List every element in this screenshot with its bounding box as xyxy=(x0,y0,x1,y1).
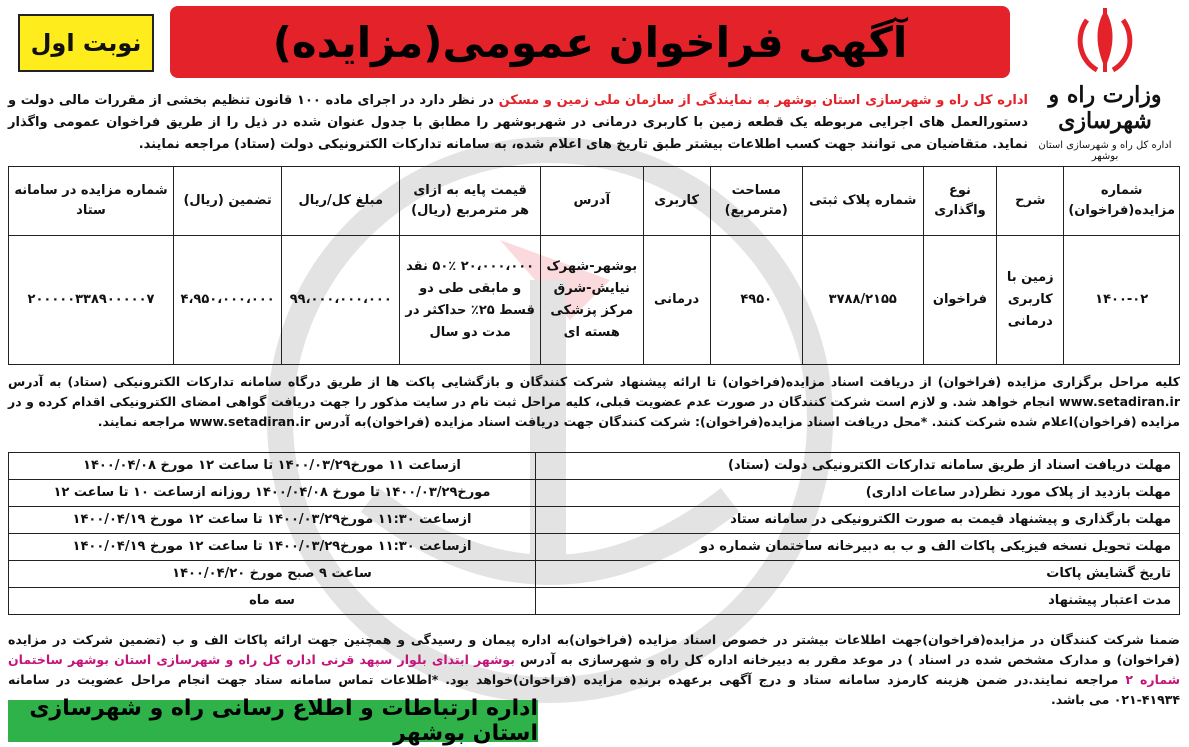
header-auction-no: شماره مزایده(فراخوان) xyxy=(1064,167,1180,236)
cell-plate-no: ۳۷۸۸/۲۱۵۵ xyxy=(802,236,923,365)
contact-text-1: ضمنا شرکت کنندگان در مزایده(فراخوان)جهت اطلاعات بیشتر در خصوص اسناد مزایده (فراخوان)به اداره پیمان و رسیدگی و همچنین جهت ارائه پاکات الف و ب (تضمین شرکت در مزایده (فراخوان) و مدارک مشخص شده در اسناد ) در موعد مقرر به دبیرخانه اداره کل راه و شهرسازی به آدرس xyxy=(8,632,1180,667)
schedule-label: مهلت بازدید از پلاک مورد نظر(در ساعات اداری) xyxy=(535,480,1179,507)
cell-base-price: ۲۰،۰۰۰،۰۰۰ ۵۰٪ نقد و مابقی طی دو قسط ۲۵٪ حداکثر در مدت دو سال xyxy=(400,236,541,365)
header-base-price: قیمت پایه به ازای هر مترمربع (ریال) xyxy=(400,167,541,236)
schedule-label: مهلت بارگذاری و پیشنهاد قیمت به صورت الکترونیکی در سامانه ستاد xyxy=(535,507,1179,534)
ministry-name: وزارت راه و شهرسازی xyxy=(1048,82,1162,134)
table-row xyxy=(9,507,1180,534)
schedule-value: مورخ۱۴۰۰/۰۳/۲۹ تا مورخ ۱۴۰۰/۰۴/۰۸ روزانه ازساعت ۱۰ تا ساعت ۱۲ xyxy=(9,480,536,507)
header-guarantee: تضمین (ریال) xyxy=(173,167,281,236)
schedule-value: ازساعت ۱۱ مورخ۱۴۰۰/۰۳/۲۹ تا ساعت ۱۲ مورخ ۱۴۰۰/۰۴/۰۸ xyxy=(9,453,536,480)
schedule-value: ازساعت ۱۱:۳۰ مورخ۱۴۰۰/۰۳/۲۹ تا ساعت ۱۲ مورخ ۱۴۰۰/۰۴/۱۹ xyxy=(9,534,536,561)
header-usage: کاربری xyxy=(643,167,710,236)
contact-text-2: مراجعه نمایند.در ضمن هزینه کارمزد سامانه ستاد و درج آگهی برعهده برنده مزایده (فراخوان)خواهد بود. *اطلاعات تماس سامانه ستاد جهت انجام مراحل عضویت در سامانه ۴۱۹۳۴-۰۲۱ می باشد. xyxy=(8,672,1180,707)
cell-total-amount: ۹۹،۰۰۰،۰۰۰،۰۰۰ xyxy=(282,236,400,365)
schedule-value: ازساعت ۱۱:۳۰ مورخ۱۴۰۰/۰۳/۲۹ تا ساعت ۱۲ مورخ ۱۴۰۰/۰۴/۱۹ xyxy=(9,507,536,534)
iran-emblem-icon xyxy=(1065,6,1145,76)
table-row xyxy=(9,453,1180,480)
header-plate-no: شماره پلاک ثبتی xyxy=(802,167,923,236)
contact-address: بوشهر ابتدای بلوار سپهد قرنی اداره کل راه و شهرسازی استان بوشهر ساختمان شماره ۲ xyxy=(8,652,1180,687)
round-badge: نوبت اول xyxy=(18,14,154,72)
auction-table xyxy=(8,166,1180,365)
cell-setad-no: ۲۰۰۰۰۰۳۳۸۹۰۰۰۰۰۷ xyxy=(9,236,174,365)
sub-org-name: اداره کل راه و شهرسازی استان بوشهر xyxy=(1038,140,1172,162)
cell-description: زمین با کاربری درمانی xyxy=(997,236,1064,365)
header-setad-no: شماره مزایده در سامانه ستاد xyxy=(9,167,174,236)
cell-usage: درمانی xyxy=(643,236,710,365)
schedule-label: مدت اعتبار پیشنهاد xyxy=(535,588,1179,615)
page-title: آگهی فراخوان عمومی(مزایده) xyxy=(272,17,908,67)
schedule-label: مهلت تحویل نسخه فیزیکی پاکات الف و ب به دبیرخانه ساختمان شماره دو xyxy=(535,534,1179,561)
header-transfer-type: نوع واگذاری xyxy=(923,167,997,236)
cell-auction-no: ۱۴۰۰-۰۲ xyxy=(1064,236,1180,365)
cell-address: بوشهر-شهرک نیایش-شرق مرکز پزشکی هسته ای xyxy=(541,236,644,365)
header-description: شرح xyxy=(997,167,1064,236)
cell-area: ۴۹۵۰ xyxy=(710,236,802,365)
table-row xyxy=(9,534,1180,561)
header-area: مساحت (مترمربع) xyxy=(710,167,802,236)
intro-text-2: متقاضیان می توانند جهت کسب اطلاعات بیشتر طبق تاریخ های اعلام شده، به سامانه تدارکات الکترونیکی دولت (ستاد) مراجعه نمایند. xyxy=(138,137,988,152)
schedule-value: سه ماه xyxy=(9,588,536,615)
table-header-row xyxy=(9,167,1180,236)
schedule-label: تاریخ گشایش پاکات xyxy=(535,561,1179,588)
schedule-label: مهلت دریافت اسناد از طریق سامانه تدارکات الکترونیکی دولت (ستاد) xyxy=(535,453,1179,480)
ministry-logo xyxy=(1030,6,1180,162)
footer-banner: اداره ارتباطات و اطلاع رسانی راه و شهرسازی استان بوشهر xyxy=(8,700,538,742)
table-row xyxy=(9,480,1180,507)
header-address: آدرس xyxy=(541,167,644,236)
intro-text-1: در نظر دارد در اجرای ماده ۱۰۰ قانون تنظیم بخشی از مقررات مالی دولت و دستورالعمل های اجرایی مربوطه یک قطعه زمین با کاربری درمانی در شهربوشهر را مطابق با جدول عنوان شده در ذیل را از طریق فراخوان عمومی واگذار نماید. xyxy=(8,93,1028,152)
procedure-paragraph: کلیه مراحل برگزاری مزایده (فراخوان) از دریافت اسناد مزایده(فراخوان) تا ارائه پیشنهاد شرکت کنندگان و بازگشایی پاکت ها از طریق درگاه سامانه تدارکات الکترونیکی (ستاد) به آدرس www.setadiran.ir انجام خواهد شد. و لازم است شرکت کنندگان در صورت عدم عضویت قبلی، کلیه مراحل ثبت نام در سایت مذکور را جهت دریافت گواهی امضای الکترونیکی اقدام کرده و در مزایده (فراخوان)اعلام شده شرکت کنند. *محل دریافت اسناد مزایده(فراخوان): شرکت کنندگان جهت دریافت اسناد مزایده (فراخوان)به آدرس www.setadiran.ir مراجعه نمایند. xyxy=(8,374,1180,429)
cell-transfer-type: فراخوان xyxy=(923,236,997,365)
title-banner xyxy=(170,6,1010,78)
table-row xyxy=(9,236,1180,365)
cell-guarantee: ۴،۹۵۰،۰۰۰،۰۰۰ xyxy=(173,236,281,365)
header-total-amount: مبلغ کل/ریال xyxy=(282,167,400,236)
intro-paragraph xyxy=(8,90,1028,156)
table-row xyxy=(9,588,1180,615)
table-row xyxy=(9,561,1180,588)
schedule-table xyxy=(8,452,1180,615)
intro-org: اداره کل راه و شهرسازی استان بوشهر به نمایندگی از سازمان ملی زمین و مسکن xyxy=(498,93,1029,108)
schedule-value: ساعت ۹ صبح مورخ ۱۴۰۰/۰۴/۲۰ xyxy=(9,561,536,588)
